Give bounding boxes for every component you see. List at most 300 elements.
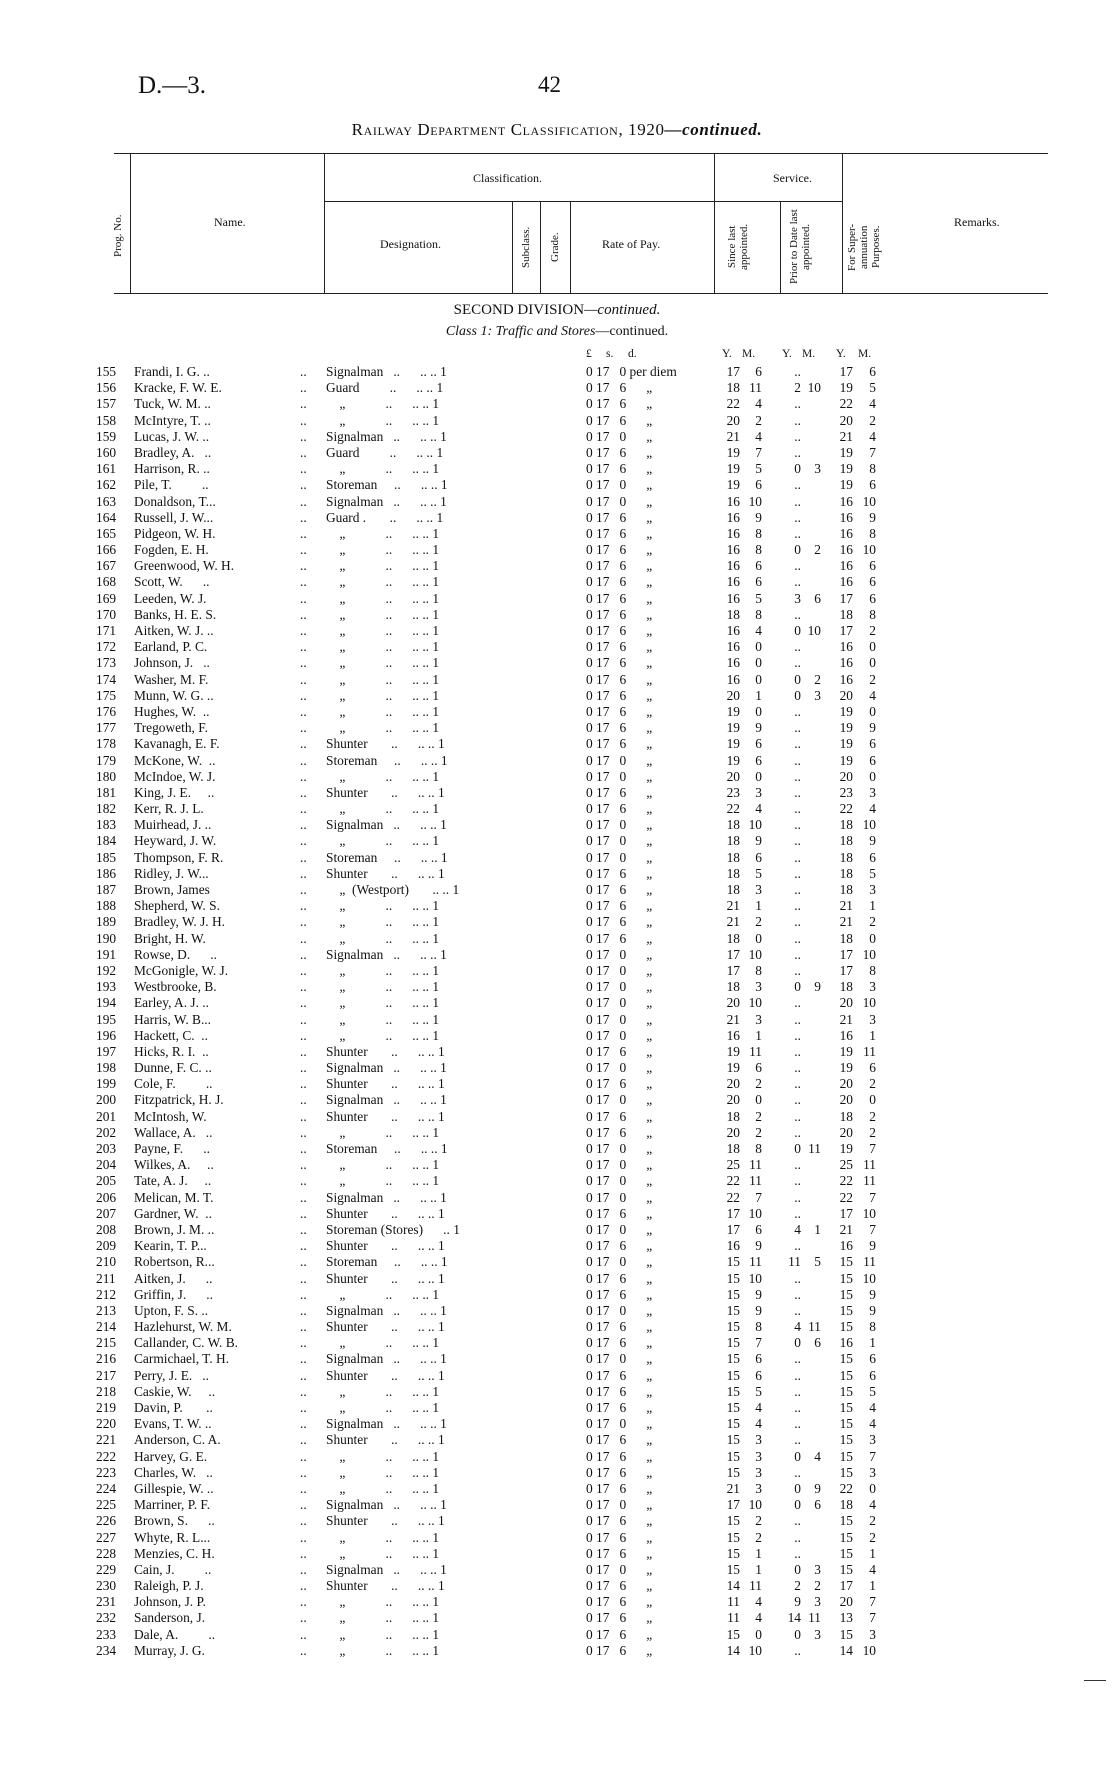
prog-no: 169 (96, 590, 117, 606)
designation-grade: „ .. .. .. 1 (326, 1157, 440, 1173)
prior-years: .. (794, 1270, 801, 1286)
designation-grade: Storeman .. .. .. 1 (326, 1141, 448, 1156)
prior-years: 0 (794, 1626, 801, 1642)
rate-of-pay: 0 17 0 „ (586, 849, 653, 865)
prog-no: 222 (96, 1448, 117, 1464)
employee-name: Hackett, C. .. (134, 1027, 209, 1043)
rate-of-pay: 0 17 6 „ (586, 687, 653, 703)
since-years: 16 (726, 1027, 740, 1043)
since-months: 6 (755, 1351, 762, 1367)
employee-name: Johnson, J. P. (134, 1594, 206, 1610)
since-months: 4 (755, 1416, 762, 1432)
super-months: 9 (869, 720, 876, 736)
rate-of-pay: 0 17 6 „ (586, 606, 653, 622)
prog-no: 199 (96, 1076, 117, 1092)
prior-months: 6 (814, 590, 821, 606)
prior-years: .. (794, 1157, 801, 1173)
since-months: 2 (755, 1529, 762, 1545)
prior-years: 2 (794, 380, 801, 396)
employee-name: Wallace, A. .. (134, 1124, 213, 1140)
prog-no: 200 (96, 1092, 117, 1108)
rate-of-pay: 0 17 6 „ (586, 1205, 653, 1221)
prog-no: 172 (96, 639, 117, 655)
rate-of-pay: 0 17 0 „ (586, 995, 653, 1011)
employee-name: Thompson, F. R. (134, 849, 224, 865)
prog-no: 203 (96, 1141, 117, 1156)
super-years: 16 (839, 574, 853, 590)
super-months: 4 (869, 1497, 876, 1513)
prior-years: .. (794, 752, 801, 768)
prior-years: 0 (794, 1480, 801, 1496)
employee-name: Evans, T. W. .. (134, 1416, 212, 1432)
classification-table-body (0, 364, 1114, 1659)
prior-years: .. (794, 1302, 801, 1318)
super-months: 9 (869, 1302, 876, 1318)
header-remarks: Remarks. (954, 215, 1000, 229)
super-months: 2 (869, 1513, 876, 1529)
since-years: 25 (726, 1157, 740, 1173)
employee-name: Scott, W. .. (134, 574, 210, 590)
super-months: 6 (869, 558, 876, 574)
designation-grade: „ .. .. .. 1 (326, 1335, 440, 1351)
table-row (0, 1254, 1114, 1270)
prog-no: 166 (96, 542, 117, 558)
prior-years: .. (794, 962, 801, 978)
employee-name: Heyward, J. W. (134, 833, 217, 849)
employee-name: Robertson, R... (134, 1254, 215, 1270)
super-months: 10 (862, 542, 876, 558)
designation-grade: Signalman .. .. .. 1 (326, 946, 447, 962)
designation-grade: Signalman .. .. .. 1 (326, 1561, 447, 1577)
table-row (0, 1319, 1114, 1335)
designation-grade: Signalman .. .. .. 1 (326, 428, 447, 444)
since-months: 11 (749, 1157, 762, 1173)
designation-grade: Signalman .. .. .. 1 (326, 1060, 447, 1076)
prior-years: .. (794, 655, 801, 671)
prior-years: .. (794, 1464, 801, 1480)
super-years: 16 (839, 542, 853, 558)
rate-of-pay: 0 17 6 „ (586, 1594, 653, 1610)
prior-years: .. (794, 703, 801, 719)
since-years: 16 (726, 558, 740, 574)
employee-name: Banks, H. E. S. (134, 606, 217, 622)
division-name: SECOND DIVISION (453, 302, 585, 318)
super-years: 20 (839, 995, 853, 1011)
since-years: 19 (726, 1060, 740, 1076)
table-row (0, 979, 1114, 995)
rate-of-pay: 0 17 0 per diem (586, 364, 677, 379)
employee-name: Fitzpatrick, H. J. (134, 1092, 224, 1108)
leader-dots: .. (300, 898, 307, 914)
designation-grade: „ .. .. .. 1 (326, 1545, 440, 1561)
table-row (0, 1173, 1114, 1189)
since-years: 15 (726, 1335, 740, 1351)
super-months: 1 (869, 1578, 876, 1594)
super-months: 11 (863, 1254, 876, 1270)
employee-name: Griffin, J. .. (134, 1286, 213, 1302)
prior-years: 0 (794, 1497, 801, 1513)
leader-dots: .. (300, 1594, 307, 1610)
prior-years: .. (794, 1529, 801, 1545)
prior-years: 14 (787, 1610, 801, 1626)
page-title-suffix: —continued. (664, 120, 763, 139)
table-row (0, 1125, 1114, 1141)
employee-name: Aitken, W. J. .. (134, 623, 214, 638)
unit-pence: d. (628, 348, 637, 360)
prog-no: 165 (96, 525, 117, 541)
since-months: 11 (749, 1043, 762, 1059)
since-years: 18 (726, 606, 740, 622)
employee-name: Russell, J. W... (134, 509, 214, 525)
employee-name: Harris, W. B... (134, 1011, 211, 1027)
since-years: 15 (726, 1545, 740, 1561)
since-months: 2 (755, 412, 762, 428)
prior-years: .. (794, 946, 801, 962)
super-months: 3 (869, 882, 876, 897)
table-row (0, 850, 1114, 866)
prior-years: .. (794, 720, 801, 736)
rate-of-pay: 0 17 0 „ (586, 1157, 653, 1173)
leader-dots: .. (300, 801, 307, 817)
since-months: 3 (755, 1480, 762, 1496)
rate-of-pay: 0 17 6 „ (586, 1043, 653, 1059)
prior-years: .. (794, 801, 801, 817)
employee-name: Brown, James (134, 882, 210, 897)
prior-years: .. (794, 995, 801, 1011)
prior-years: 0 (794, 687, 801, 703)
employee-name: Hicks, R. I. .. (134, 1043, 209, 1059)
prog-no: 232 (96, 1610, 117, 1626)
leader-dots: .. (300, 930, 307, 946)
leader-dots: .. (300, 542, 307, 558)
employee-name: Raleigh, P. J. (134, 1578, 204, 1594)
since-months: 0 (755, 1092, 762, 1108)
prior-years: .. (794, 428, 801, 444)
table-row (0, 1530, 1114, 1546)
super-years: 21 (839, 898, 853, 914)
since-years: 15 (726, 1513, 740, 1529)
prog-no: 161 (96, 461, 117, 477)
since-years: 21 (726, 1011, 740, 1027)
since-months: 3 (755, 1011, 762, 1027)
rate-of-pay: 0 17 6 „ (586, 1578, 653, 1594)
prog-no: 233 (96, 1626, 117, 1642)
leader-dots: .. (300, 623, 307, 638)
since-months: 9 (755, 720, 762, 736)
super-years: 19 (839, 461, 853, 477)
designation-grade: Signalman .. .. .. 1 (326, 1189, 447, 1205)
since-years: 20 (726, 412, 740, 428)
prior-months: 4 (814, 1448, 821, 1464)
leader-dots: .. (300, 1157, 307, 1173)
rate-of-pay: 0 17 6 „ (586, 1626, 653, 1642)
prior-years: .. (794, 768, 801, 784)
rate-of-pay: 0 17 6 „ (586, 801, 653, 817)
designation-grade: Storeman .. .. .. 1 (326, 849, 448, 865)
since-months: 0 (755, 1626, 762, 1642)
table-row (0, 963, 1114, 979)
super-months: 2 (869, 1076, 876, 1092)
since-years: 20 (726, 768, 740, 784)
table-row (0, 947, 1114, 963)
since-months: 6 (755, 1060, 762, 1076)
table-row (0, 1190, 1114, 1206)
since-years: 16 (726, 671, 740, 687)
designation-grade: „ .. .. .. 1 (326, 1610, 440, 1626)
leader-dots: .. (300, 574, 307, 590)
rate-of-pay: 0 17 0 „ (586, 962, 653, 978)
rate-of-pay: 0 17 6 „ (586, 380, 653, 396)
leader-dots: .. (300, 1254, 307, 1270)
employee-name: Kearin, T. P... (134, 1238, 207, 1254)
prior-years: 4 (794, 1319, 801, 1335)
prior-years: 9 (794, 1594, 801, 1610)
super-years: 19 (839, 703, 853, 719)
since-years: 17 (726, 1221, 740, 1237)
leader-dots: .. (300, 1545, 307, 1561)
since-years: 18 (726, 979, 740, 995)
unit-pounds: £ (586, 348, 592, 360)
prior-years: 3 (794, 590, 801, 606)
leader-dots: .. (300, 882, 307, 897)
since-months: 10 (748, 817, 762, 833)
leader-dots: .. (300, 655, 307, 671)
since-years: 19 (726, 720, 740, 736)
table-row (0, 704, 1114, 720)
page-header (0, 72, 1114, 102)
prog-no: 167 (96, 558, 117, 574)
prog-no: 190 (96, 930, 117, 946)
rate-of-pay: 0 17 0 „ (586, 946, 653, 962)
page-title (0, 120, 1114, 140)
rate-of-pay: 0 17 6 „ (586, 930, 653, 946)
since-years: 16 (726, 639, 740, 655)
prior-years: .. (794, 784, 801, 800)
prog-no: 184 (96, 833, 117, 849)
designation-grade: Signalman .. .. .. 1 (326, 1497, 447, 1513)
rate-of-pay: 0 17 6 „ (586, 720, 653, 736)
since-months: 4 (755, 623, 762, 638)
prog-no: 163 (96, 493, 117, 509)
rate-of-pay: 0 17 6 „ (586, 1513, 653, 1529)
super-years: 17 (839, 962, 853, 978)
since-months: 0 (755, 768, 762, 784)
super-months: 4 (869, 687, 876, 703)
leader-dots: .. (300, 639, 307, 655)
table-row (0, 1109, 1114, 1125)
table-row (0, 1610, 1114, 1626)
prior-months: 2 (814, 542, 821, 558)
rate-of-pay: 0 17 6 „ (586, 590, 653, 606)
table-row (0, 1562, 1114, 1578)
super-months: 4 (869, 1400, 876, 1415)
super-months: 1 (869, 1335, 876, 1351)
super-months: 7 (869, 1189, 876, 1205)
prog-no: 201 (96, 1108, 117, 1124)
unit-months-since: M. (742, 348, 756, 360)
leader-dots: .. (300, 720, 307, 736)
rate-of-pay: 0 17 6 „ (586, 1432, 653, 1448)
prog-no: 192 (96, 962, 117, 978)
prior-years: .. (794, 865, 801, 881)
rate-of-pay: 0 17 6 „ (586, 655, 653, 671)
table-header (112, 153, 1048, 294)
rate-of-pay: 0 17 0 „ (586, 1141, 653, 1156)
since-years: 15 (726, 1286, 740, 1302)
super-years: 16 (839, 1238, 853, 1254)
super-months: 10 (862, 995, 876, 1011)
super-years: 15 (839, 1416, 853, 1432)
leader-dots: .. (300, 914, 307, 930)
prog-no: 193 (96, 979, 117, 995)
since-months: 0 (755, 639, 762, 655)
designation-grade: Shunter .. .. .. 1 (326, 1238, 445, 1254)
employee-name: McGonigle, W. J. (134, 962, 229, 978)
since-months: 9 (755, 509, 762, 525)
unit-labels (0, 348, 1114, 362)
since-months: 2 (755, 1076, 762, 1092)
prior-years: 0 (794, 1561, 801, 1577)
employee-name: Marriner, P. F. (134, 1497, 211, 1513)
leader-dots: .. (300, 1561, 307, 1577)
super-years: 15 (839, 1319, 853, 1335)
table-row (0, 1481, 1114, 1497)
prior-years: .. (794, 1027, 801, 1043)
prog-no: 157 (96, 396, 117, 412)
since-years: 22 (726, 396, 740, 412)
header-prior-to-date: Prior to Date last appointed. (788, 209, 812, 285)
super-years: 15 (839, 1561, 853, 1577)
leader-dots: .. (300, 1578, 307, 1594)
since-years: 15 (726, 1529, 740, 1545)
designation-grade: „ .. .. .. 1 (326, 962, 440, 978)
class-heading (0, 324, 1114, 340)
table-row (0, 672, 1114, 688)
employee-name: Caskie, W. .. (134, 1383, 216, 1399)
prog-no: 162 (96, 477, 117, 493)
table-row (0, 1449, 1114, 1465)
employee-name: Brown, J. M. .. (134, 1221, 215, 1237)
since-years: 16 (726, 590, 740, 606)
super-years: 18 (839, 930, 853, 946)
prog-no: 197 (96, 1043, 117, 1059)
prog-no: 205 (96, 1173, 117, 1189)
super-years: 16 (839, 525, 853, 541)
since-years: 18 (726, 1141, 740, 1156)
super-years: 19 (839, 1043, 853, 1059)
table-row (0, 542, 1114, 558)
super-years: 22 (839, 1189, 853, 1205)
leader-dots: .. (300, 364, 307, 379)
table-row (0, 1028, 1114, 1044)
super-years: 22 (839, 396, 853, 412)
employee-name: Kerr, R. J. L. (134, 801, 204, 817)
since-years: 17 (726, 1205, 740, 1221)
prog-no: 185 (96, 849, 117, 865)
since-months: 4 (755, 1610, 762, 1626)
employee-name: Munn, W. G. .. (134, 687, 214, 703)
since-months: 2 (755, 1108, 762, 1124)
prog-no: 213 (96, 1302, 117, 1318)
leader-dots: .. (300, 1610, 307, 1626)
prog-no: 225 (96, 1497, 117, 1513)
leader-dots: .. (300, 833, 307, 849)
leader-dots: .. (300, 1432, 307, 1448)
super-years: 17 (839, 946, 853, 962)
since-years: 15 (726, 1383, 740, 1399)
employee-name: McKone, W. .. (134, 752, 216, 768)
designation-grade: Storeman .. .. .. 1 (326, 752, 448, 768)
prior-months: 11 (808, 1610, 821, 1626)
employee-name: Leeden, W. J. (134, 590, 207, 606)
table-row (0, 429, 1114, 445)
prog-no: 217 (96, 1367, 117, 1383)
table-row (0, 801, 1114, 817)
prior-years: 0 (794, 1448, 801, 1464)
rate-of-pay: 0 17 0 „ (586, 1254, 653, 1270)
employee-name: Brown, S. .. (134, 1513, 215, 1529)
table-row (0, 1513, 1114, 1529)
prior-months: 10 (807, 623, 821, 638)
leader-dots: .. (300, 703, 307, 719)
prog-no: 195 (96, 1011, 117, 1027)
super-months: 10 (862, 946, 876, 962)
super-months: 3 (869, 1011, 876, 1027)
employee-name: Perry, J. E. .. (134, 1367, 210, 1383)
leader-dots: .. (300, 1335, 307, 1351)
super-months: 4 (869, 1416, 876, 1432)
super-years: 20 (839, 1594, 853, 1610)
super-years: 15 (839, 1286, 853, 1302)
rate-of-pay: 0 17 0 „ (586, 752, 653, 768)
since-years: 21 (726, 428, 740, 444)
prior-years: 0 (794, 461, 801, 477)
since-months: 0 (755, 671, 762, 687)
prior-years: 0 (794, 542, 801, 558)
table-row (0, 736, 1114, 752)
super-years: 25 (839, 1157, 853, 1173)
prior-years: .. (794, 509, 801, 525)
leader-dots: .. (300, 671, 307, 687)
employee-name: Gillespie, W. .. (134, 1480, 214, 1496)
super-years: 15 (839, 1367, 853, 1383)
super-months: 7 (869, 1594, 876, 1610)
designation-grade: Signalman .. .. .. 1 (326, 817, 447, 833)
employee-name: Cain, J. .. (134, 1561, 212, 1577)
designation-grade: Guard .. .. .. 1 (326, 380, 444, 396)
designation-grade: „ .. .. .. 1 (326, 979, 440, 995)
super-years: 17 (839, 1205, 853, 1221)
since-months: 6 (755, 574, 762, 590)
leader-dots: .. (300, 1642, 307, 1658)
designation-grade: „ .. .. .. 1 (326, 995, 440, 1011)
leader-dots: .. (300, 1286, 307, 1302)
since-years: 20 (726, 1092, 740, 1108)
prior-years: .. (794, 493, 801, 509)
rate-of-pay: 0 17 6 „ (586, 1108, 653, 1124)
prior-years: .. (794, 930, 801, 946)
designation-grade: „ .. .. .. 1 (326, 396, 440, 412)
prog-no: 156 (96, 380, 117, 396)
rate-of-pay: 0 17 6 „ (586, 1238, 653, 1254)
since-months: 11 (749, 1173, 762, 1189)
table-row (0, 396, 1114, 412)
division-suffix: —continued. (584, 302, 661, 318)
designation-grade: „ .. .. .. 1 (326, 1594, 440, 1610)
since-years: 15 (726, 1367, 740, 1383)
designation-grade: „ .. .. .. 1 (326, 655, 440, 671)
prog-no: 170 (96, 606, 117, 622)
